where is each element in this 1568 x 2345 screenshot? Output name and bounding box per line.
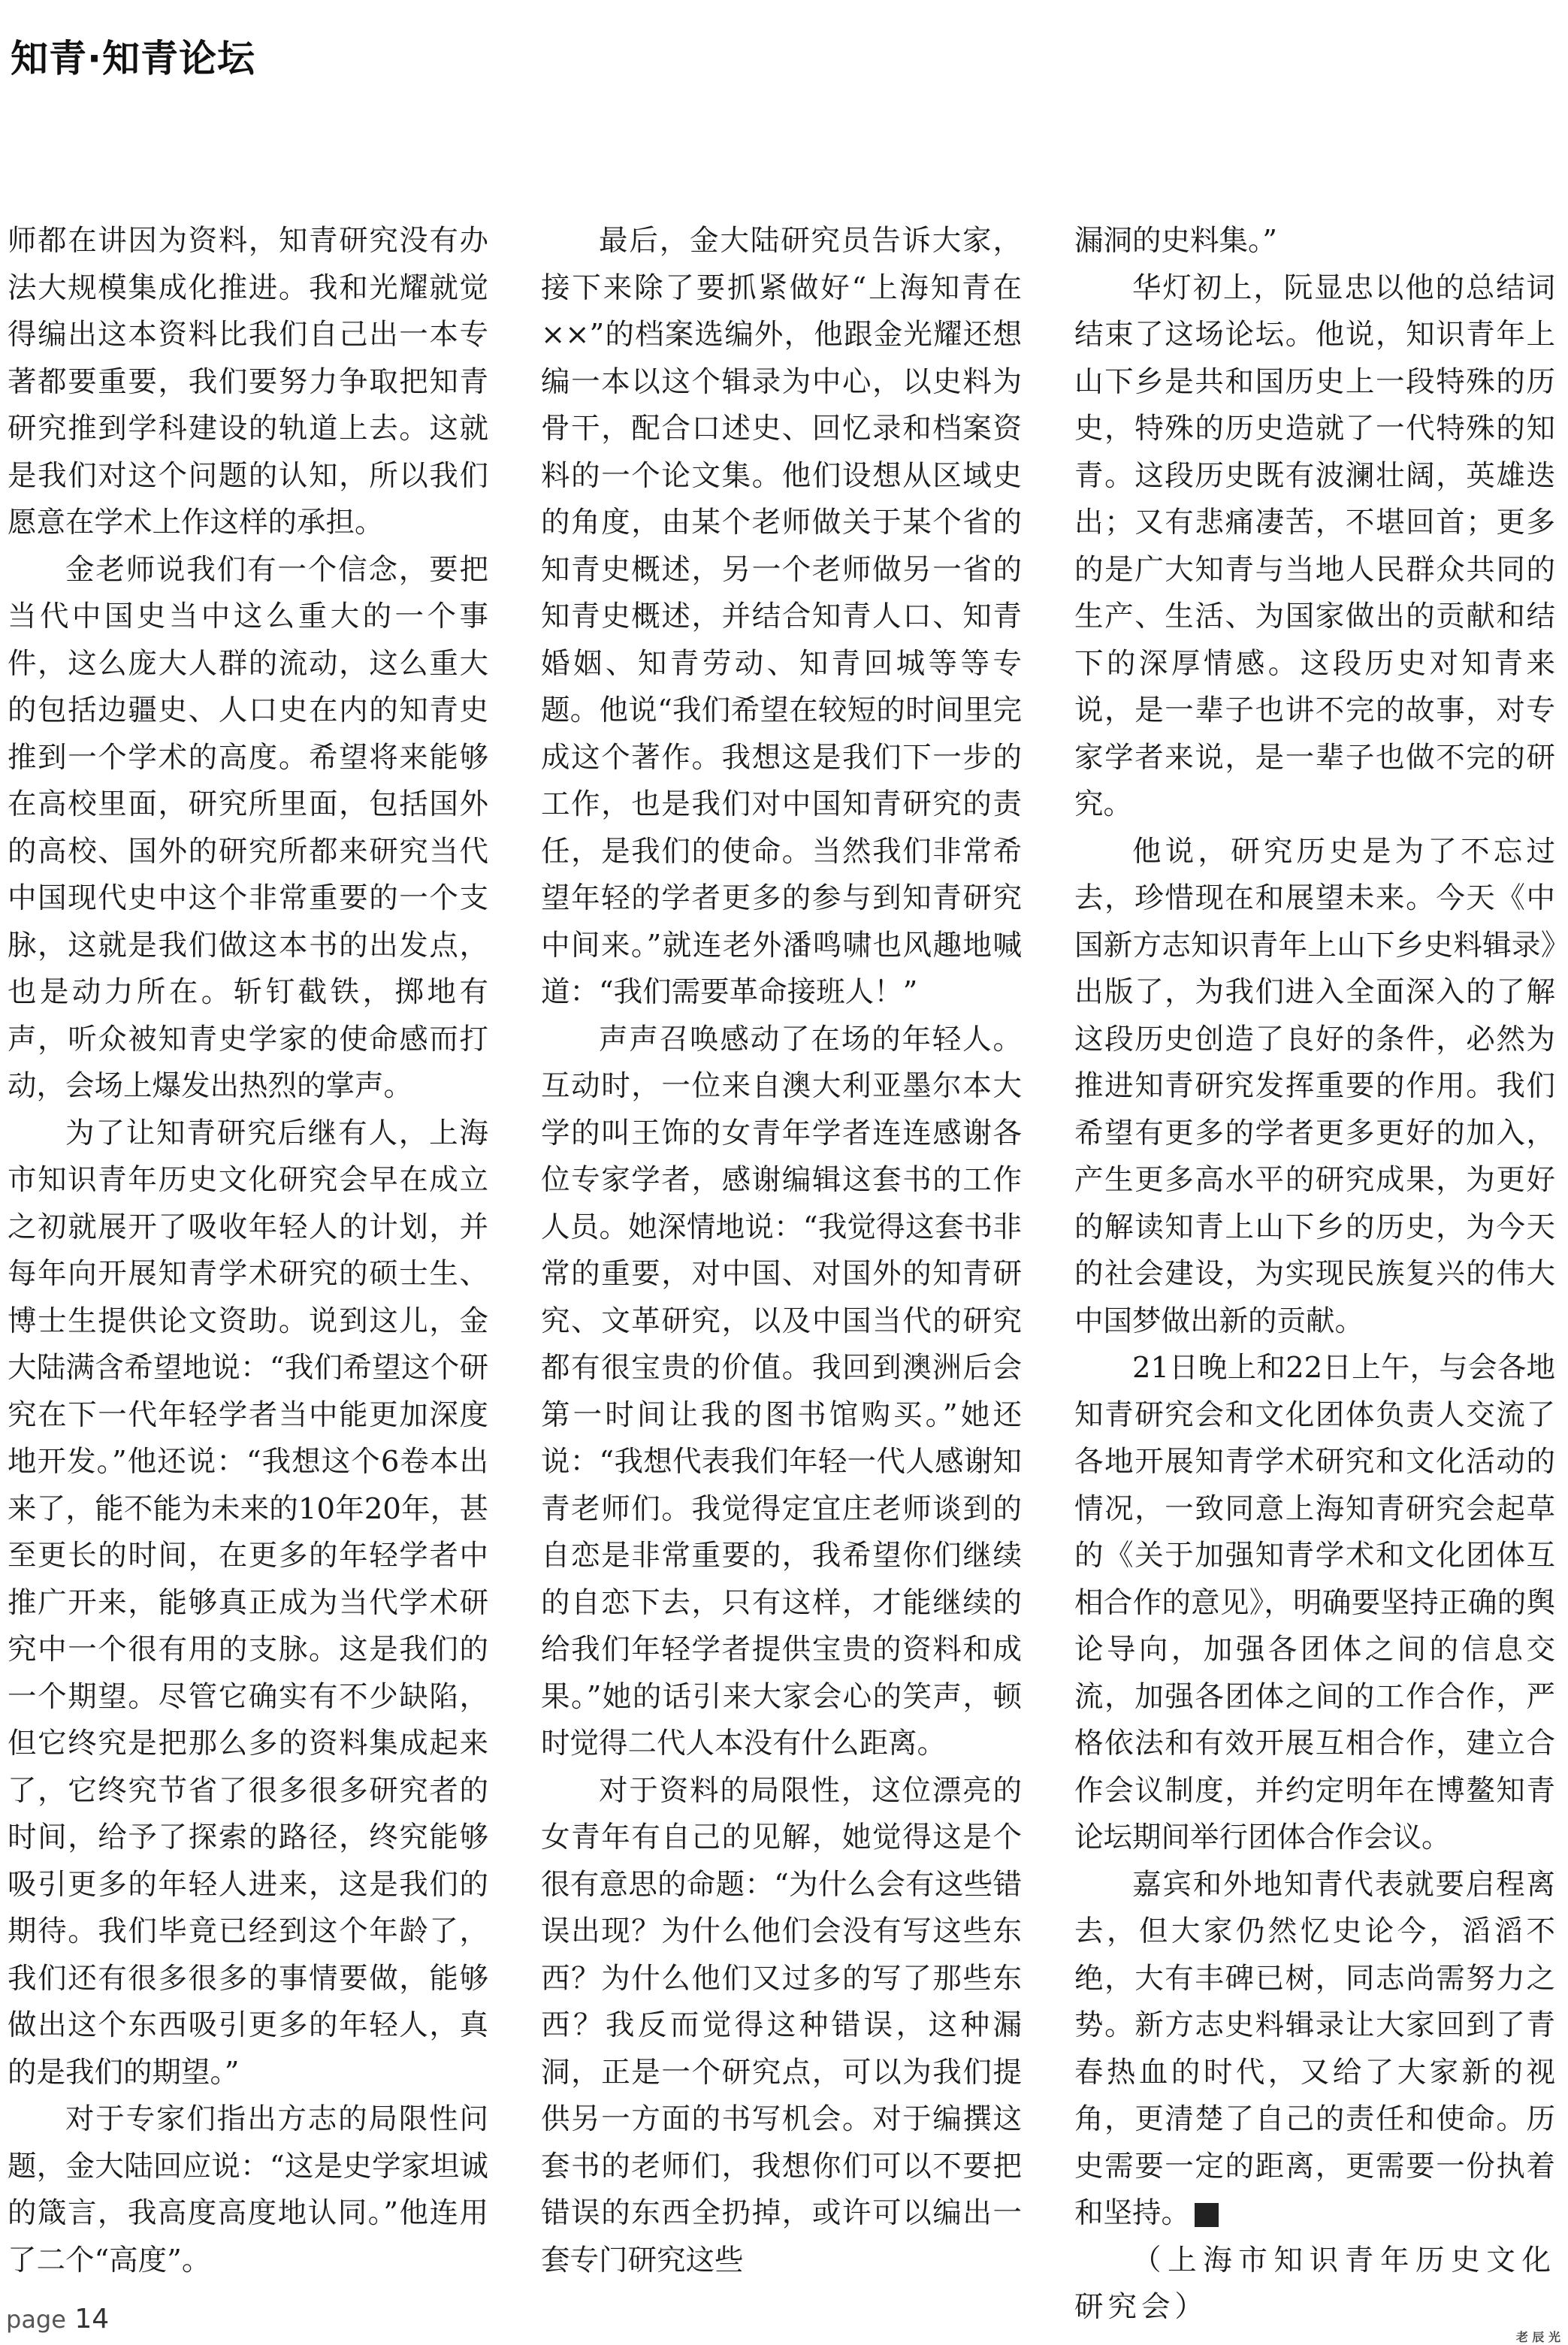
paragraph-final	[1074, 1862, 1555, 2238]
paragraph-text: 嘉宾和外地知青代表就要启程离去，但大家仍然忆史论今，滔滔不绝，大有丰碑已树，同志尚需努力之势。新方志史料辑录让大家回到了青春热血的时代，又给了大家新的视角，更清楚了自己的责任和使命。历史需要一定的距离，更需要一份执着和坚持。	[1074, 1867, 1555, 2230]
paragraph: 对于专家们指出方志的局限性问题，金大陆回应说：“这是史学家坦诚的箴言，我高度高度地认同。”他连用了二个“高度”。	[8, 2102, 488, 2277]
paragraph: 为了让知青研究后继有人，上海市知识青年历史文化研究会早在成立之初就展开了吸收年轻人的计划，并每年向开展知青学术研究的硕士生、博士生提供论文资助。说到这儿，金大陆满含希望地说：“我们希望这个研究在下一代年轻学者当中能更加深度地开发。”他还说：“我想这个6卷本出来了，能不能为未来的10年20年，甚至更长的时间，在更多的年轻学者中推广开来，能够真正成为当代学术研究中一个很有用的支脉。这是我们的一个期望。尽管它确实有不少缺陷，但它终究是把那么多的资料集成起来了，它终究节省了很多很多研究者的时间，给予了探索的路径，终究能够吸引更多的年轻人进来，这是我们的期待。我们毕竟已经到这个年龄了，我们还有很多很多的事情要做，能够做出这个东西吸引更多的年轻人，真的是我们的期望。”	[8, 1116, 488, 2090]
paragraph: 华灯初上，阮显忠以他的总结词结束了这场论坛。他说，知识青年上山下乡是共和国历史上一段特殊的历史，特殊的历史造就了一代特殊的知青。这段历史既有波澜壮阔，英雄迭出；又有悲痛凄苦，不堪回首；更多的是广大知青与当地人民群众共同的生产、生活、为国家做出的贡献和结下的深厚情感。这段历史对知青来说，是一辈子也讲不完的故事，对专家学者来说，是一辈子也做不完的研究。	[1074, 270, 1555, 821]
end-mark-icon: Z	[1195, 2203, 1219, 2227]
paragraph: 他说，研究历史是为了不忘过去，珍惜现在和展望未来。今天《中国新方志知识青年上山下乡史料辑录》出版了，为我们进入全面深入的了解这段历史创造了良好的条件，必然为推进知青研究发挥重要的作用。我们希望有更多的学者更多更好的加入，产生更多高水平的研究成果，为更好的解读知青上山下乡的历史，为今天的社会建设，为实现民族复兴的伟大中国梦做出新的贡献。	[1074, 834, 1555, 1338]
page-number	[6, 2304, 109, 2334]
paragraph: 师都在讲因为资料，知青研究没有办法大规模集成化推进。我和光耀就觉得编出这本资料比我们自己出一本专著都要重要，我们要努力争取把知青研究推到学科建设的轨道上去。这就是我们对这个问题的认知，所以我们愿意在学术上作这样的承担。	[8, 224, 488, 539]
text-column-3	[1074, 218, 1555, 2324]
paragraph: 21日晚上和22日上午，与会各地知青研究会和文化团体负责人交流了各地开展知青学术研究和文化活动的情况，一致同意上海知青研究会起草的《关于加强知青学术和文化团体互相合作的意见》，明确要坚持正确的舆论导向，加强各团体之间的信息交流，加强各团体之间的工作合作，严格依法和有效开展互相合作，建立合作会议制度，并约定明年在博鳌知青论坛期间举行团体合作会议。	[1074, 1351, 1555, 1854]
page-word: page	[6, 2305, 66, 2334]
footer-credit: 老 辰 光	[1515, 2330, 1560, 2344]
paragraph: 金老师说我们有一个信念，要把当代中国史当中这么重大的一个事件，这么庞大人群的流动，这么重大的包括边疆史、人口史在内的知青史推到一个学术的高度。希望将来能够在高校里面，研究所里面，包括国外的高校、国外的研究所都来研究当代中国现代史中这个非常重要的一个支脉，这就是我们做这本书的出发点，也是动力所在。斩钉截铁，掷地有声，听众被知青史学家的使命感而打动，会场上爆发出热烈的掌声。	[8, 552, 488, 1103]
paragraph: 最后，金大陆研究员告诉大家，接下来除了要抓紧做好“上海知青在××”的档案选编外，他跟金光耀还想编一本以这个辑录为中心，以史料为骨干，配合口述史、回忆录和档案资料的一个论文集。他们设想从区域史的角度，由某个老师做关于某个省的知青史概述，另一个老师做另一省的知青史概述，并结合知青人口、知青婚姻、知青劳动、知青回城等等专题。他说“我们希望在较短的时间里完成这个著作。我想这是我们下一步的工作，也是我们对中国知青研究的责任，是我们的使命。当然我们非常希望年轻的学者更多的参与到知青研究中间来。”就连老外潘鸣啸也风趣地喊道：“我们需要革命接班人！”	[541, 224, 1022, 1009]
paragraph: 漏洞的史料集。”	[1074, 224, 1277, 258]
paragraph: 对于资料的局限性，这位漂亮的女青年有自己的见解，她觉得这是个很有意思的命题：“为什么会有这些错误出现？为什么他们会没有写这些东西？为什么他们又过多的写了那些东西？我反而觉得这种错误，这种漏洞，正是一个研究点，可以为我们提供另一方面的书写机会。对于编撰这套书的老师们，我想你们可以不要把错误的东西全扔掉，或许可以编出一套专门研究这些	[541, 1773, 1022, 2277]
text-column-1	[8, 218, 488, 2292]
attribution: （上海市知识青年历史文化研究会）	[1074, 2243, 1555, 2324]
paragraph: 声声召唤感动了在场的年轻人。互动时，一位来自澳大利亚墨尔本大学的叫王饰的女青年学者连连感谢各位专家学者，感谢编辑这套书的工作人员。她深情地说：“我觉得这套书非常的重要，对中国、对国外的知青研究、文革研究，以及中国当代的研究都有很宝贵的价值。我回到澳洲后会第一时间让我的图书馆购买。”她还说：“我想代表我们年轻一代人感谢知青老师们。我觉得定宜庄老师谈到的自恋是非常重要的，我希望你们继续的自恋下去，只有这样，才能继续的给我们年轻学者提供宝贵的资料和成果。”她的话引来大家会心的笑声，顿时觉得二代人本没有什么距离。	[541, 1022, 1022, 1760]
section-header-title: 知青·知青论坛	[11, 37, 255, 80]
text-column-2	[541, 218, 1022, 2292]
page-number-value: 14	[74, 2304, 110, 2334]
